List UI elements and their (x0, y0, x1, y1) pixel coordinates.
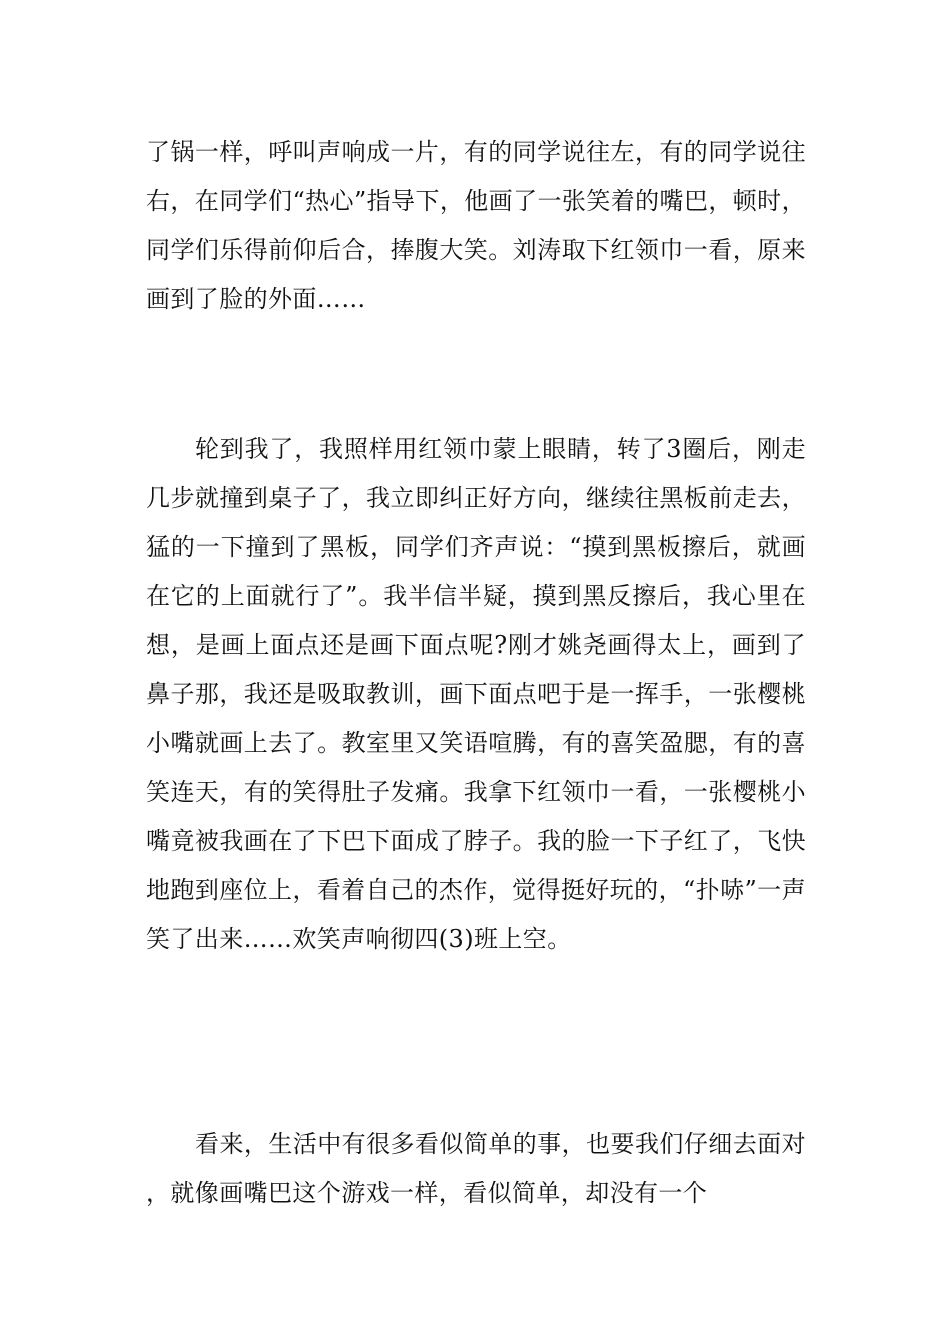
paragraph-2: 轮到我了，我照样用红领巾蒙上眼睛，转了3圈后，刚走几步就撞到桌子了，我立即纠正好方向，继续往黑板前走去，猛的一下撞到了黑板，同学们齐声说：“摸到黑板擦后，就画在它的上面就行了”。我半信半疑，摸到黑反擦后，我心里在想，是画上面点还是画下面点呢?刚才姚尧画得太上，画到了鼻子那，我还是吸取教训，画下面点吧于是一挥手，一张樱桃小嘴就画上去了。教室里又笑语喧腾，有的喜笑盈腮，有的喜笑连天，有的笑得肚子发痛。我拿下红领巾一看，一张樱桃小嘴竟被我画在了下巴下面成了脖子。我的脸一下子红了，飞快地跑到座位上，看着自己的杰作，觉得挺好玩的，“扑哧”一声笑了出来……欢笑声响彻四(3)班上空。 (146, 435, 806, 953)
paragraph-1: 了锅一样，呼叫声响成一片，有的同学说往左，有的同学说往右，在同学们“热心”指导下，他画了一张笑着的嘴巴，顿时，同学们乐得前仰后合，捧腹大笑。刘涛取下红领巾一看，原来画到了脸的外面…… (146, 138, 806, 313)
paragraph-3: 看来，生活中有很多看似简单的事，也要我们仔细去面对，就像画嘴巴这个游戏一样，看似简单，却没有一个 (146, 1130, 806, 1207)
